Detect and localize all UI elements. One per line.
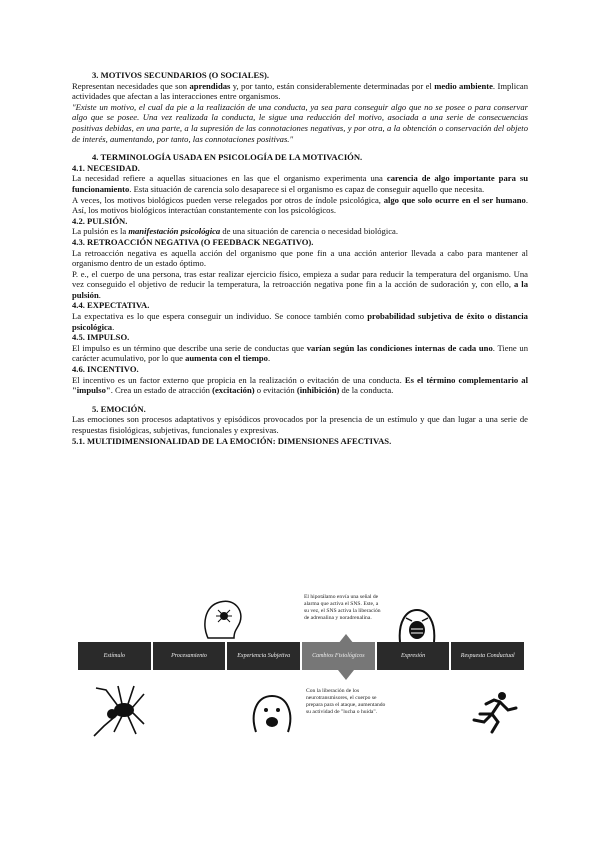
frightened-head-icon: [248, 692, 296, 734]
step-physiological-changes: Cambios Fisiológicos: [302, 642, 377, 670]
subsection-4-1-heading: 4.1. NECESIDAD.: [72, 162, 140, 173]
down-arrow-icon: [338, 670, 354, 680]
step-stimulus: Estímulo: [78, 642, 153, 670]
subsection-4-4-paragraph: La expectativa es lo que espera conseguir un individuo. Se conoce también como probabilidad subjetiva de éxito o distancia psicológica.: [72, 311, 528, 332]
step-behavioral-response: Respuesta Conductual: [451, 642, 524, 670]
spider-icon: [88, 680, 148, 740]
running-person-icon: [472, 690, 518, 734]
subsection-4-5-paragraph: El impulso es un término que describe una serie de conductas que varían según las condiciones internas de cada uno. Tiene un carácter acumulativo, por lo que aumenta con el tiempo.: [72, 342, 528, 364]
subsection-4-6-paragraph: El incentivo es un factor externo que propicia en la realización o evitación de una conducta. Es el término complementario al "impulso". Crea un estado de atracción (excitación) o evitación (inhibición) de la conducta.: [72, 374, 528, 396]
diagram-note-top: El hipotálamo envía una señal de alarma que activa el SNS. Este, a su vez, el SNS activa la liberación de adrenalina y noradrenalina.: [304, 594, 381, 621]
process-flow-bar: [78, 642, 524, 670]
subsection-4-3-paragraph-1: La retroacción negativa es aquella acción del organismo que pone fin a una acción anterior llevada a cabo para mantener al organismo dentro de un estado óptimo.: [72, 247, 528, 269]
subsection-4-3-paragraph-2: P. e., el cuerpo de una persona, tras estar realizar ejercicio físico, empieza a sudar para reducir la temperatura del organismo. Una vez conseguido el objetivo de reducir la temperatura, la retroacción negativa pone fin a la acción de sudoración y, con ello, a la pulsión.: [72, 268, 528, 300]
subsection-4-5-heading: 4.5. IMPULSO.: [72, 332, 130, 343]
diagram-note-bottom: Con la liberación de los neurotransmisores, el cuerpo se prepara para el ataque, aumentando su actividad de "lucha o huida".: [306, 688, 386, 715]
step-processing: Procesamiento: [153, 642, 228, 670]
section-5-paragraph: Las emociones son procesos adaptativos y episódicos provocados por la presencia de un estímulo y que dan lugar a una serie de respuestas fisiológicas, subjetivas, funcionales y expresivas.: [72, 414, 528, 435]
subsection-5-1-heading: 5.1. MULTIDIMENSIONALIDAD DE LA EMOCIÓN: DIMENSIONES AFECTIVAS.: [72, 435, 392, 446]
subsection-4-3-heading: 4.3. RETROACCIÓN NEGATIVA (O FEEDBACK NEGATIVO).: [72, 236, 314, 247]
step-subjective-experience: Experiencia Subjetiva: [227, 642, 302, 670]
document-body: [72, 70, 528, 446]
step-expression: Expresión: [377, 642, 452, 670]
subsection-4-2-paragraph: La pulsión es la manifestación psicológica de una situación de carencia o necesidad biológica.: [72, 226, 399, 237]
screaming-face-icon: [396, 608, 438, 644]
emotion-process-diagram: [78, 594, 524, 804]
subsection-4-4-heading: 4.4. EXPECTATIVA.: [72, 300, 150, 311]
section-3-quote: "Existe un motivo, el cual da pie a la realización de una conducta, ya sea para conseguir algo que no se posee o para conservar algo que se posee. Una vez realizada la conducta, le sigue una reducción del motivo, asociada a una serie de consecuencias positivas debidas, en una parte, a la supresión de las connotaciones negativas, y por otra, a la obtención o conservación del objeto de interés, aumentando, por tanto, las connotaciones positivas.": [72, 101, 528, 144]
section-4-heading: 4. TERMINOLOGÍA USADA EN PSICOLOGÍA DE LA MOTIVACIÓN.: [92, 152, 363, 163]
subsection-4-1-paragraph-2: A veces, los motivos biológicos pueden verse relegados por otros de índole psicológica, algo que solo ocurre en el ser humano. Así, los motivos biológicos interactúan constantemente con los psicológicos.: [72, 194, 528, 216]
head-with-spider-icon: [198, 596, 246, 640]
subsection-4-2-heading: 4.2. PULSIÓN.: [72, 215, 128, 226]
section-3-heading: 3. MOTIVOS SECUNDARIOS (O SOCIALES).: [92, 70, 269, 80]
subsection-4-6-heading: 4.6. INCENTIVO.: [72, 364, 139, 375]
section-5-heading: 5. EMOCIÓN.: [92, 403, 146, 414]
up-arrow-icon: [338, 634, 354, 644]
subsection-4-1-paragraph-1: La necesidad refiere a aquellas situaciones en las que el organismo experimenta una carencia de algo importante para su funcionamiento. Esta situación de carencia solo desaparece si el organismo es capaz de conseguir aquello que necesita.: [72, 173, 529, 194]
section-3-paragraph: Representan necesidades que son aprendidas y, por tanto, están considerablemente determinadas por el medio ambiente. Implican actividades que afectan a las interacciones entre organismos.: [72, 80, 529, 102]
